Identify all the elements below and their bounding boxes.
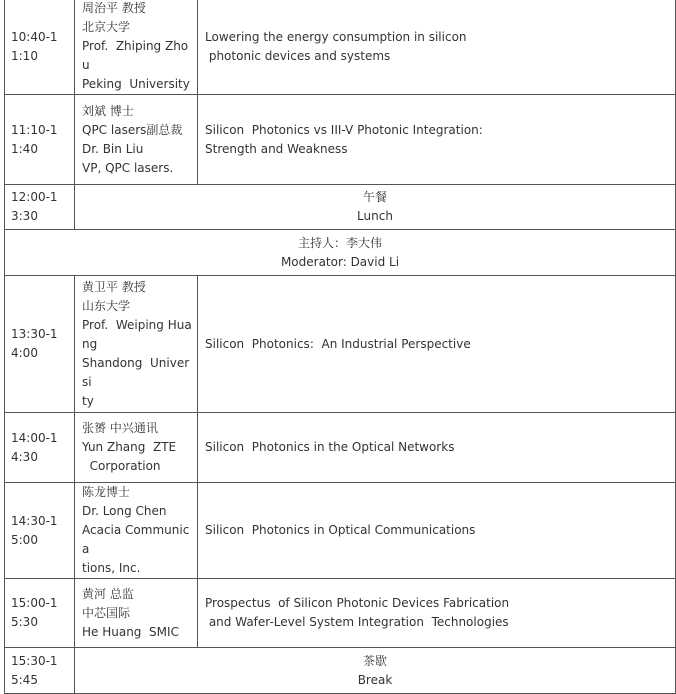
time-cell: 14:30-1 5:00 <box>5 483 75 579</box>
table-row <box>5 483 676 579</box>
table-row <box>5 648 676 694</box>
speaker-cell: 黄卫平 教授 山东大学 Prof. Weiping Hua ng Shandong Universi ty <box>75 276 198 413</box>
speaker-cell: 刘斌 博士 QPC lasers副总裁 Dr. Bin Liu VP, QPC lasers. <box>75 95 198 185</box>
time-cell: 10:40-1 1:10 <box>5 0 75 95</box>
speaker-cell: 周治平 教授 北京大学 Prof. Zhiping Zhou Peking University <box>75 0 198 95</box>
time-cell: 13:30-1 4:00 <box>5 276 75 413</box>
time-cell: 11:10-1 1:40 <box>5 95 75 185</box>
break-cell: 茶歇 Break <box>75 648 676 694</box>
table-row <box>5 230 676 276</box>
topic-cell: Silicon Photonics vs III-V Photonic Integration: Strength and Weakness <box>198 95 676 185</box>
topic-cell: Prospectus of Silicon Photonic Devices Fabrication and Wafer-Level System Integration Technologies <box>198 579 676 648</box>
speaker-cell: 黄河 总监 中芯国际 He Huang SMIC <box>75 579 198 648</box>
time-cell: 15:00-1 5:30 <box>5 579 75 648</box>
topic-cell: Silicon Photonics in the Optical Networks <box>198 413 676 483</box>
moderator-cell: 主持人：李大伟 Moderator: David Li <box>5 230 676 276</box>
table-row <box>5 95 676 185</box>
topic-cell: Lowering the energy consumption in silicon photonic devices and systems <box>198 0 676 95</box>
table-row <box>5 0 676 95</box>
table-row <box>5 276 676 413</box>
time-cell: 12:00-1 3:30 <box>5 185 75 230</box>
speaker-cell: 陈龙博士 Dr. Long Chen Acacia Communica tions, Inc. <box>75 483 198 579</box>
speaker-cell: 张赟 中兴通讯 Yun Zhang ZTE Corporation <box>75 413 198 483</box>
break-cell: 午餐 Lunch <box>75 185 676 230</box>
topic-cell: Silicon Photonics: An Industrial Perspective <box>198 276 676 413</box>
table-row <box>5 579 676 648</box>
schedule-table <box>4 0 676 694</box>
time-cell: 14:00-1 4:30 <box>5 413 75 483</box>
topic-cell: Silicon Photonics in Optical Communications <box>198 483 676 579</box>
time-cell: 15:30-1 5:45 <box>5 648 75 694</box>
table-row <box>5 185 676 230</box>
table-row <box>5 413 676 483</box>
